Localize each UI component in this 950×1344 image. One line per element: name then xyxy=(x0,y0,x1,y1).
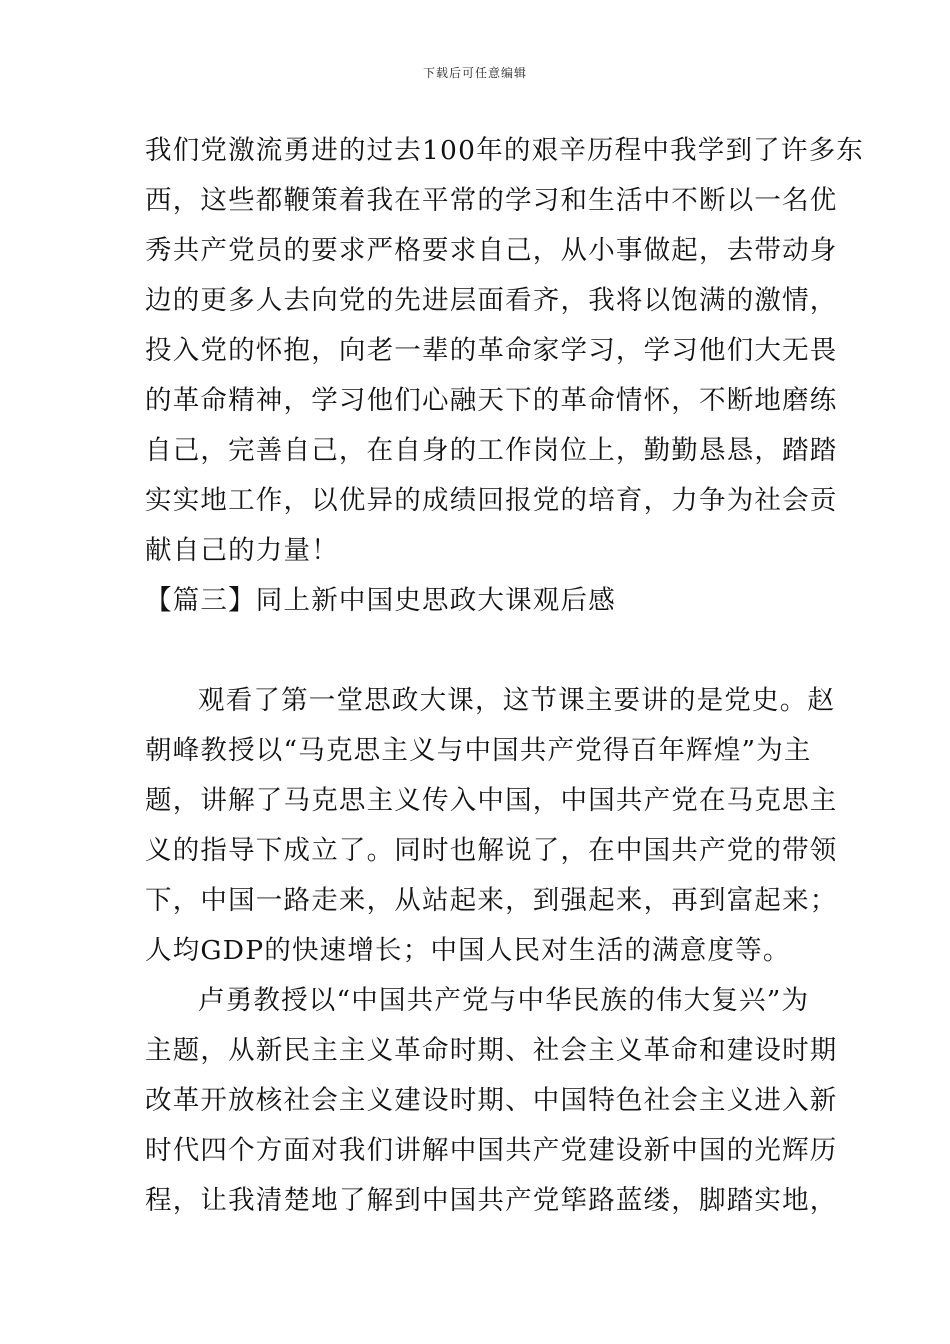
text-line: 边的更多人去向党的先进层面看齐，我将以饱满的激情， xyxy=(145,285,838,316)
text-line: 实实地工作，以优异的成绩回报党的培育，力争为社会贡 xyxy=(145,485,838,516)
text-line: 主题，从新民主主义革命时期、社会主义革命和建设时期 xyxy=(145,1035,838,1066)
document-body xyxy=(145,126,864,1226)
text-line: 秀共产党员的要求严格要求自己，从小事做起，去带动身 xyxy=(145,235,838,266)
text-line: 观看了第一堂思政大课，这节课主要讲的是党史。赵 xyxy=(198,685,836,716)
text-line: 西，这些都鞭策着我在平常的学习和生活中不断以一名优 xyxy=(145,185,838,216)
text-line: 自己，完善自己，在自身的工作岗位上，勤勤恳恳，踏踏 xyxy=(145,435,838,466)
page-header: 下载后可任意编辑 xyxy=(422,66,527,80)
paragraph-3 xyxy=(145,976,838,1226)
text-line: 献自己的力量！ xyxy=(145,535,339,566)
text-line: 下，中国一路走来，从站起来，到强起来，再到富起来； xyxy=(145,885,838,916)
text-line: 投入党的怀抱，向老一辈的革命家学习，学习他们大无畏 xyxy=(145,335,838,366)
text-line: 义的指导下成立了。同时也解说了，在中国共产党的带领 xyxy=(145,835,838,866)
text-line: 题，讲解了马克思主义传入中国，中国共产党在马克思主 xyxy=(145,785,838,816)
blank-line xyxy=(145,626,810,676)
section-title: 【篇三】同上新中国史思政大课观后感 xyxy=(145,585,616,616)
text-line: 人均GDP的快速增长；中国人民对生活的满意度等。 xyxy=(145,935,791,966)
paragraph-1 xyxy=(145,126,864,576)
text-line: 程，让我清楚地了解到中国共产党筚路蓝缕，脚踏实地， xyxy=(145,1185,838,1216)
text-line: 时代四个方面对我们讲解中国共产党建设新中国的光辉历 xyxy=(145,1135,838,1166)
paragraph-2 xyxy=(145,676,838,976)
text-line: 的革命精神，学习他们心融天下的革命情怀，不断地磨练 xyxy=(145,385,838,416)
text-line: 朝峰教授以“马克思主义与中国共产党得百年辉煌”为主 xyxy=(145,735,812,766)
text-line: 卢勇教授以“中国共产党与中华民族的伟大复兴”为 xyxy=(198,985,810,1016)
text-line: 我们党激流勇进的过去100年的艰辛历程中我学到了许多东 xyxy=(145,135,864,166)
text-line: 改革开放核社会主义建设时期、中国特色社会主义进入新 xyxy=(145,1085,838,1116)
